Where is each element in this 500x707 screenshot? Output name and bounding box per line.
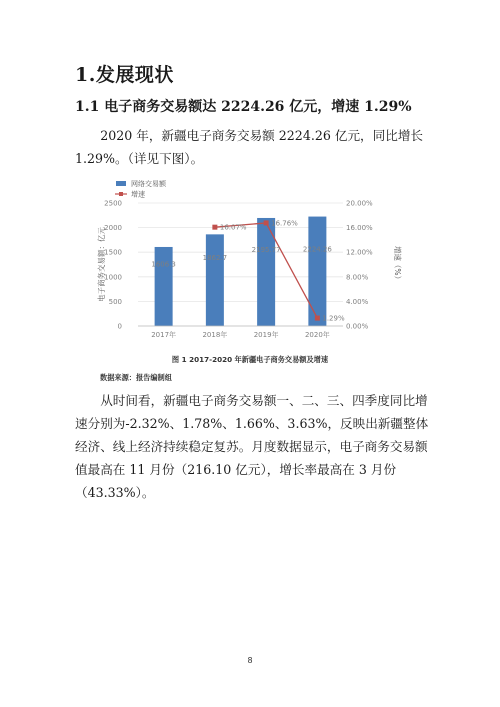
subsection-heading: 1.1 电子商务交易额达 2224.26 亿元，增速 1.29% bbox=[75, 99, 412, 115]
legend-label-line: 增速 bbox=[131, 190, 145, 199]
growth-marker bbox=[212, 225, 217, 230]
y2-tick-label: 16.00% bbox=[346, 224, 373, 233]
figure-caption: 图 1 2017-2020 年新疆电子商务交易额及增速 bbox=[171, 355, 329, 364]
x-tick-label: 2017年 bbox=[151, 331, 177, 339]
ecommerce-chart bbox=[97, 176, 402, 351]
y-tick-label: 500 bbox=[108, 297, 122, 306]
chart-legend bbox=[115, 179, 167, 199]
y2-tick-label: 20.00% bbox=[346, 199, 373, 208]
growth-value-label: 16.76% bbox=[271, 219, 298, 228]
x-tick-label: 2018年 bbox=[202, 331, 228, 339]
legend-swatch-line bbox=[119, 192, 123, 196]
y-tick-label: 1000 bbox=[104, 273, 122, 282]
legend-swatch-bar bbox=[116, 181, 126, 186]
x-tick-label: 2020年 bbox=[304, 331, 330, 339]
y-tick-label: 1500 bbox=[104, 248, 122, 257]
growth-value-label: 1.29% bbox=[322, 314, 345, 323]
bar bbox=[206, 234, 224, 326]
growth-marker bbox=[315, 316, 320, 321]
legend-label-bar: 网络交易额 bbox=[131, 180, 166, 188]
y-tick-label: 2000 bbox=[104, 224, 122, 233]
y2-tick-label: 0.00% bbox=[346, 322, 369, 331]
y-axis-title: 电子商务交易额：亿元 bbox=[97, 227, 106, 302]
paragraph-analysis: 从时间看，新疆电子商务交易额一、二、三、四季度同比增速分别为-2.32%、1.78%、1.66%、3.63%，反映出新疆整体经济、线上经济持续稳定复苏。月度数据显示，电子商务交易额值最高在 11 月份（216.10 亿元），增长率最高在 3 月份（43.33%）。 bbox=[75, 393, 429, 500]
y2-tick-label: 12.00% bbox=[346, 248, 373, 257]
chart-axes bbox=[96, 200, 403, 340]
y2-axis-title: 增速（%） bbox=[393, 245, 402, 284]
data-source-note: 数据来源：报告编制组 bbox=[100, 373, 172, 382]
paragraph-intro: 2020 年，新疆电子商务交易额 2224.26 亿元，同比增长 1.29%。（详见下图）。 bbox=[75, 128, 424, 166]
y2-tick-label: 8.00% bbox=[346, 273, 369, 282]
y-tick-label: 2500 bbox=[104, 199, 122, 208]
bar-value-label: 2195.77 bbox=[251, 245, 281, 254]
y2-tick-label: 4.00% bbox=[346, 297, 369, 306]
growth-value-label: 16.07% bbox=[219, 223, 247, 232]
bar bbox=[155, 247, 173, 326]
bar bbox=[308, 217, 326, 326]
page-number: 8 bbox=[247, 656, 253, 665]
bar-value-label: 1606.3 bbox=[151, 260, 176, 269]
growth-marker bbox=[264, 220, 269, 225]
x-tick-label: 2019年 bbox=[253, 331, 279, 339]
chart-bars bbox=[155, 217, 327, 326]
section-heading: 1.发展现状 bbox=[75, 64, 174, 86]
bar-value-label: 2224.26 bbox=[302, 245, 332, 254]
bar-value-label: 1862.7 bbox=[202, 254, 228, 263]
y-tick-label: 0 bbox=[117, 322, 122, 331]
